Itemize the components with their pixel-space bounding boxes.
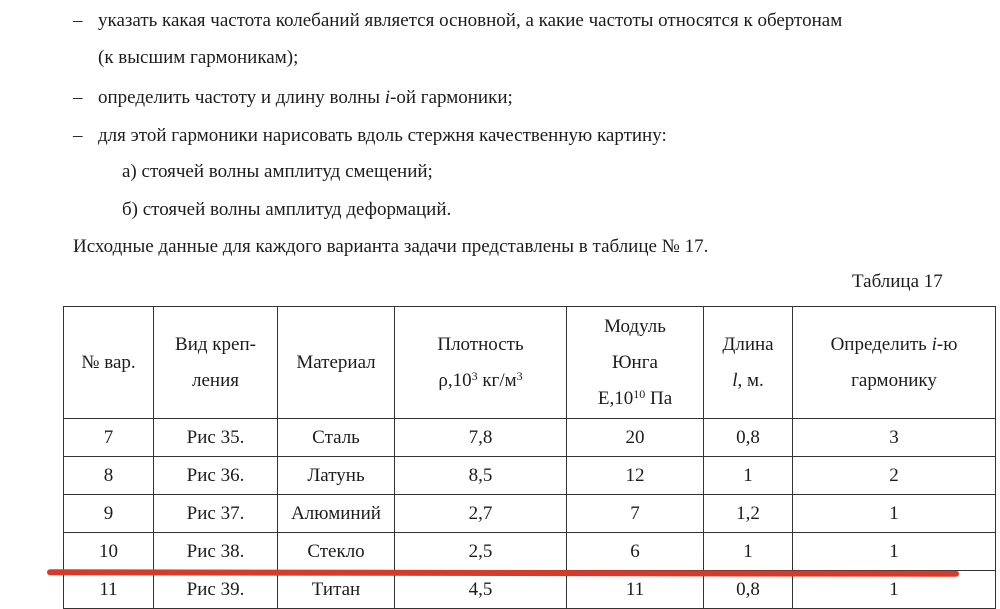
cell-variant: 11 bbox=[64, 571, 154, 609]
cell-variant: 10 bbox=[64, 533, 154, 571]
cell-density: 2,5 bbox=[395, 533, 567, 571]
header-youngs-modulus bbox=[567, 307, 704, 419]
bullet-dash: – bbox=[73, 87, 83, 108]
header-mount-line2: ления bbox=[192, 369, 239, 391]
cell-mount: Рис 39. bbox=[154, 571, 278, 609]
header-harmonic bbox=[793, 307, 996, 419]
cell-harmonic: 2 bbox=[793, 457, 996, 495]
header-modulus-symbol: E,10 bbox=[597, 387, 634, 409]
cell-density: 4,5 bbox=[395, 571, 567, 609]
cell-modulus: 20 bbox=[567, 419, 704, 457]
header-length-var: l bbox=[732, 369, 738, 391]
cell-modulus: 12 bbox=[567, 457, 704, 495]
header-length bbox=[704, 307, 793, 419]
header-modulus-unit: Па bbox=[645, 387, 673, 409]
cell-variant: 8 bbox=[64, 457, 154, 495]
header-density bbox=[395, 307, 567, 419]
header-length-line1: Длина bbox=[722, 333, 774, 355]
bullet-text-2 bbox=[98, 86, 513, 110]
table-row bbox=[64, 457, 996, 495]
cell-material: Алюминий bbox=[278, 495, 395, 533]
header-density-line1: Плотность bbox=[437, 333, 524, 355]
header-density-unit: кг/м bbox=[477, 369, 517, 391]
header-material: Материал bbox=[278, 307, 395, 419]
cell-material: Титан bbox=[278, 571, 395, 609]
header-density-unit-exp: 3 bbox=[516, 368, 523, 383]
cell-material: Стекло bbox=[278, 533, 395, 571]
cell-harmonic: 3 bbox=[793, 419, 996, 457]
cell-mount: Рис 36. bbox=[154, 457, 278, 495]
cell-modulus: 11 bbox=[567, 571, 704, 609]
cell-length: 1 bbox=[704, 533, 793, 571]
cell-modulus: 6 bbox=[567, 533, 704, 571]
bullet-text-2-var: i bbox=[384, 87, 391, 108]
header-harmonic-text: Определить bbox=[830, 333, 932, 355]
table-row bbox=[64, 419, 996, 457]
data-table bbox=[63, 306, 996, 609]
sub-item-a-text: а) стоячей волны амплитуд смещений; bbox=[122, 161, 433, 182]
header-harmonic-line2: гармонику bbox=[851, 369, 937, 391]
header-mount-type bbox=[154, 307, 278, 419]
cell-length: 1 bbox=[704, 457, 793, 495]
header-modulus-exp: 10 bbox=[633, 386, 646, 401]
bullet-dash: – bbox=[73, 125, 83, 146]
bullet-dash: – bbox=[73, 10, 83, 31]
header-density-symbol: ρ,10 bbox=[438, 369, 472, 391]
cell-length: 1,2 bbox=[704, 495, 793, 533]
header-harmonic-suffix: -ю bbox=[936, 333, 958, 355]
table-row bbox=[64, 495, 996, 533]
header-harmonic-var: i bbox=[931, 333, 937, 355]
header-modulus-line1: Модуль bbox=[604, 315, 666, 337]
cell-harmonic: 1 bbox=[793, 571, 996, 609]
cell-mount: Рис 37. bbox=[154, 495, 278, 533]
cell-mount: Рис 38. bbox=[154, 533, 278, 571]
bullet-text-3: для этой гармоники нарисовать вдоль стержня качественную картину: bbox=[98, 125, 667, 146]
cell-density: 2,7 bbox=[395, 495, 567, 533]
cell-harmonic: 1 bbox=[793, 533, 996, 571]
cell-length: 0,8 bbox=[704, 419, 793, 457]
header-modulus-line2: Юнга bbox=[612, 351, 658, 373]
bullet-text-2-end: -ой гармоники; bbox=[390, 87, 513, 108]
bullet-text-1: указать какая частота колебаний является основной, а какие частоты относятся к обертонам bbox=[98, 10, 843, 31]
table-header-row bbox=[64, 307, 996, 419]
cell-variant: 9 bbox=[64, 495, 154, 533]
header-length-unit: , м. bbox=[737, 369, 764, 391]
cell-density: 7,8 bbox=[395, 419, 567, 457]
cell-length: 0,8 bbox=[704, 571, 793, 609]
cell-material: Латунь bbox=[278, 457, 395, 495]
table-caption-text: Таблица 17 bbox=[852, 271, 943, 292]
bullet-text-2-main: определить частоту и длину волны bbox=[98, 87, 381, 108]
cell-modulus: 7 bbox=[567, 495, 704, 533]
bullet-text-1-cont: (к высшим гармоникам); bbox=[98, 47, 299, 68]
header-mount-line1: Вид креп- bbox=[175, 333, 256, 355]
header-variant-number: № вар. bbox=[64, 307, 154, 419]
cell-variant: 7 bbox=[64, 419, 154, 457]
table-row bbox=[64, 533, 996, 571]
sub-item-b-text: б) стоячей волны амплитуд деформаций. bbox=[122, 199, 452, 220]
cell-harmonic: 1 bbox=[793, 495, 996, 533]
cell-material: Сталь bbox=[278, 419, 395, 457]
intro-text: Исходные данные для каждого варианта задачи представлены в таблице № 17. bbox=[73, 236, 709, 257]
header-density-exp: 3 bbox=[471, 368, 478, 383]
cell-density: 8,5 bbox=[395, 457, 567, 495]
cell-mount: Рис 35. bbox=[154, 419, 278, 457]
